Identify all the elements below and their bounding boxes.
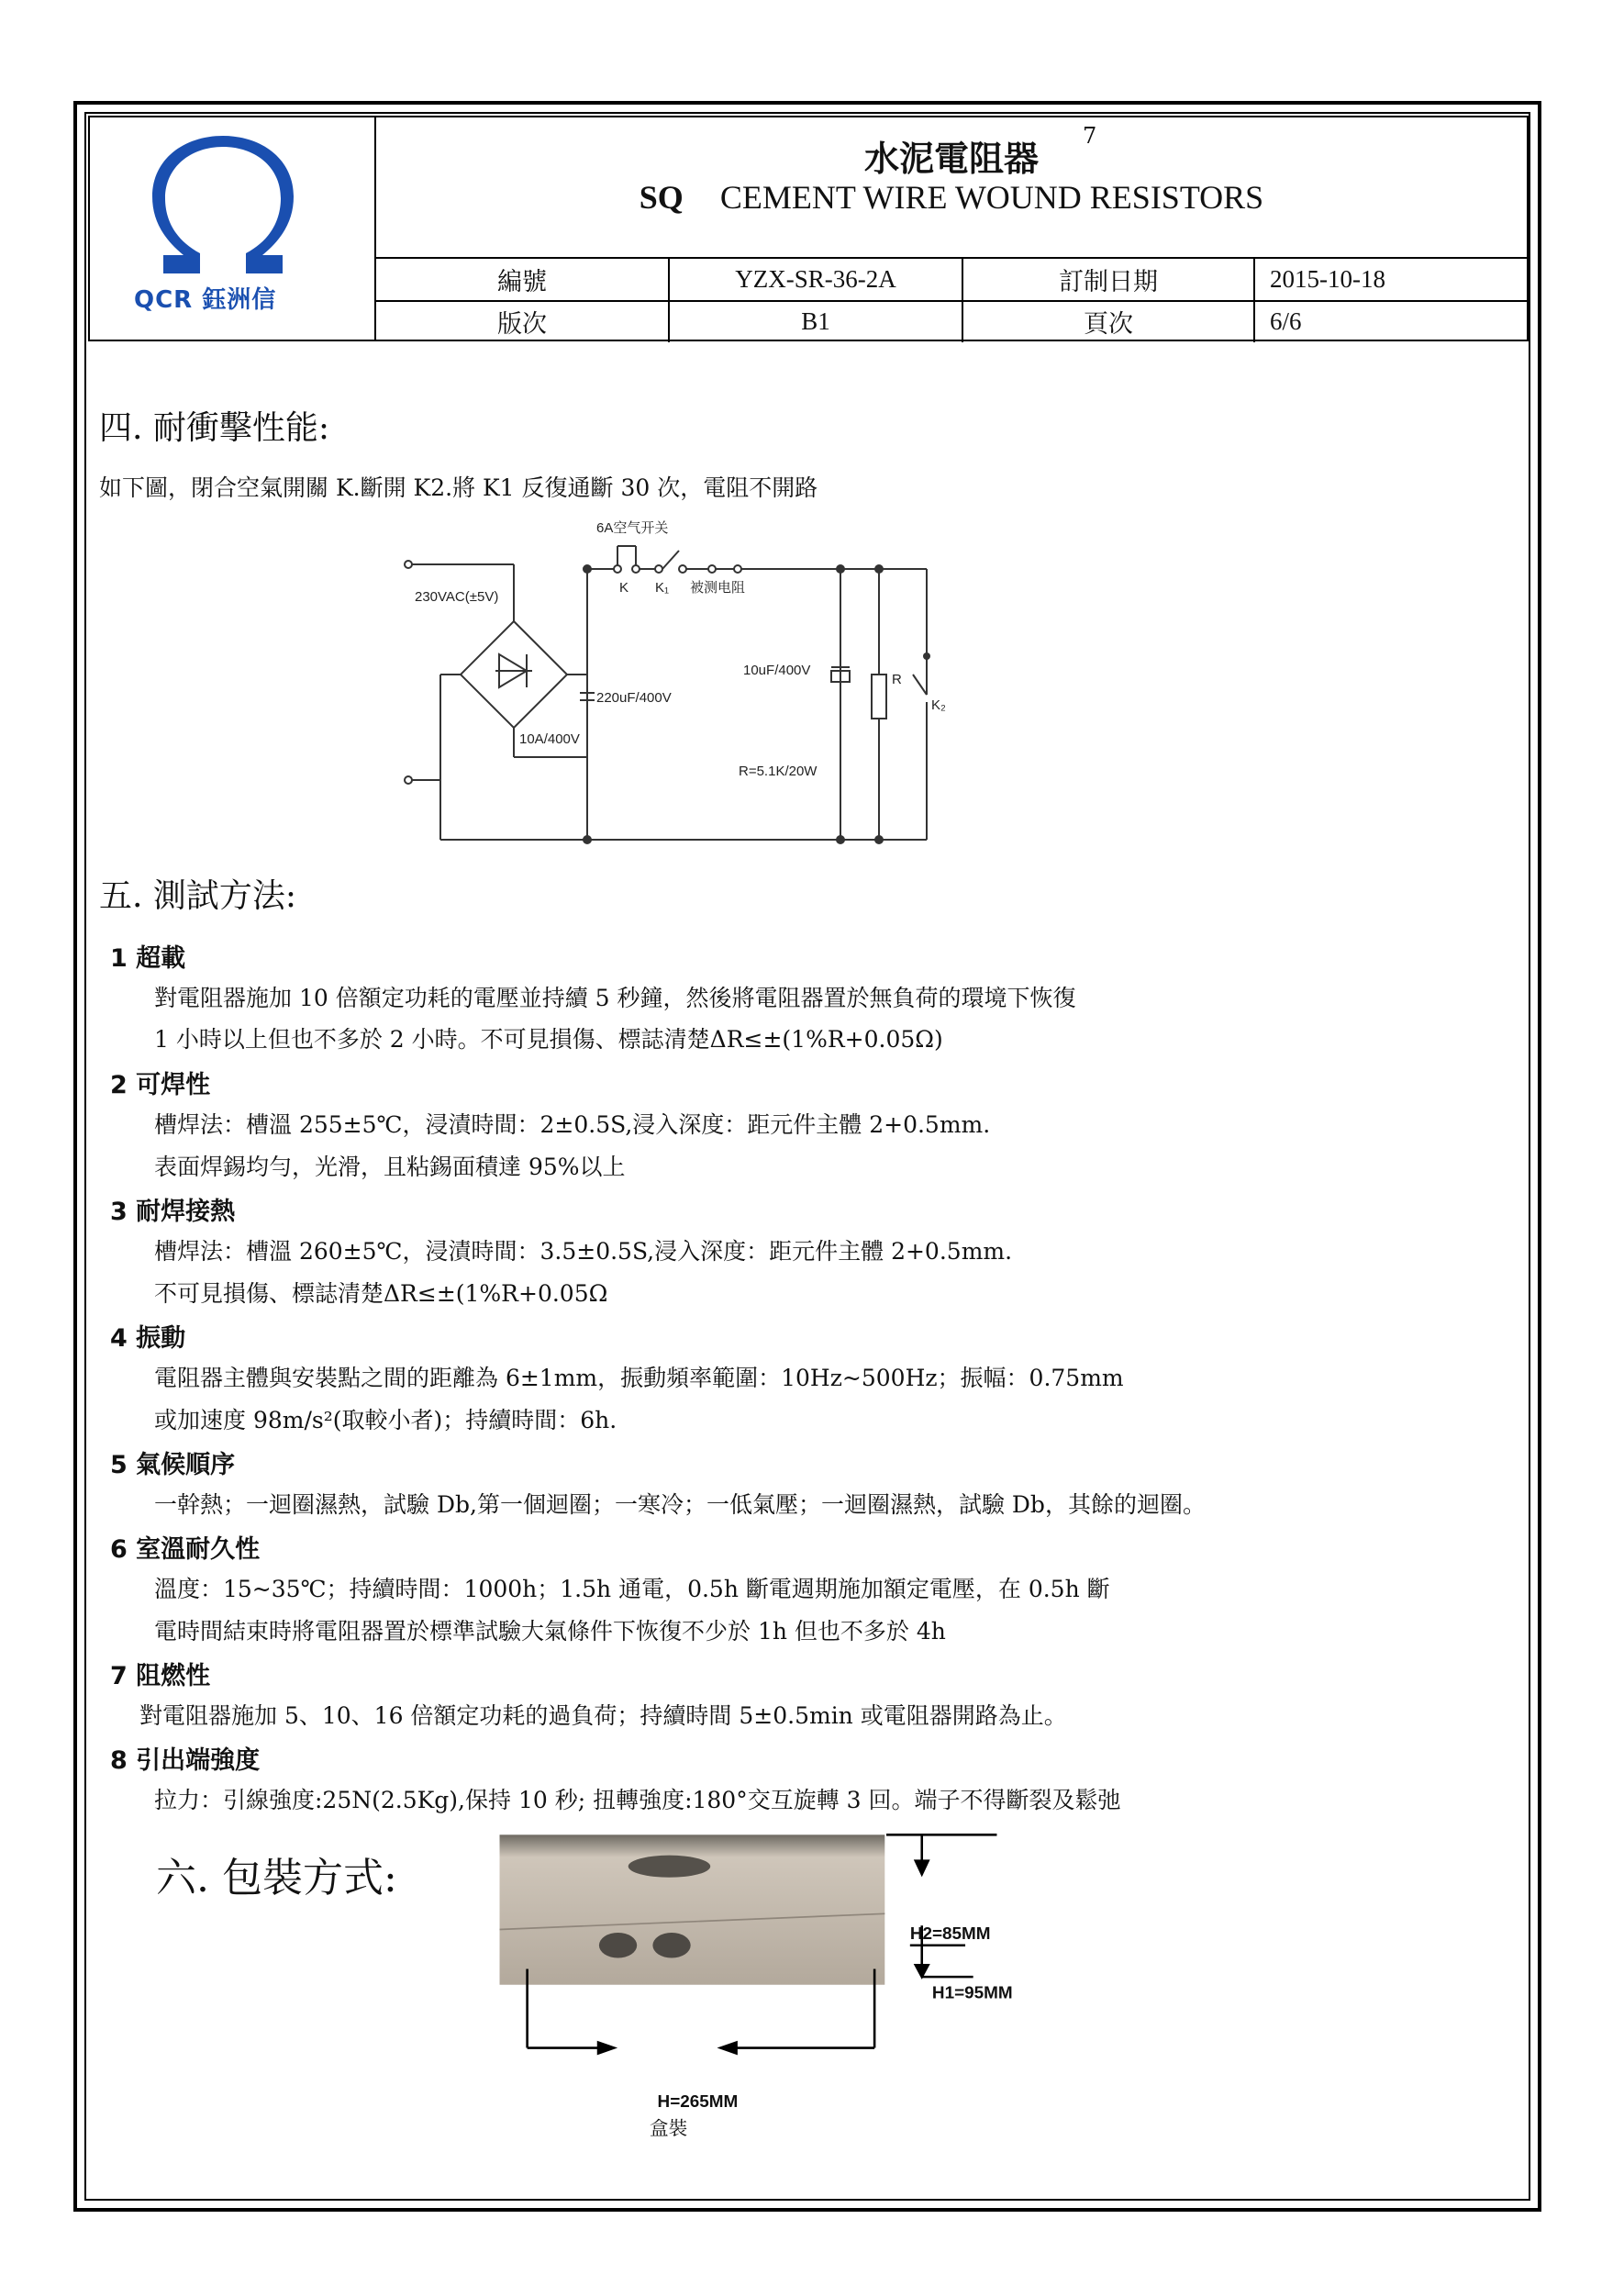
version-value: B1	[670, 301, 963, 342]
diagram-source-label: 230VAC(±5V)	[415, 589, 499, 605]
test-item-title: 2 可焊性	[110, 1071, 211, 1099]
section5-title: 五. 測試方法:	[99, 877, 297, 915]
document-title-cn: 水泥電阻器	[863, 138, 1039, 179]
test-item-title: 5 氣候順序	[110, 1451, 236, 1479]
diagram-r-value-label: R=5.1K/20W	[739, 764, 818, 779]
diagram-k1-label: K₁	[655, 580, 670, 596]
title-en-text: CEMENT WIRE WOUND RESISTORS	[719, 179, 1264, 216]
diagram-cap2-label: 10uF/400V	[743, 663, 811, 678]
diagram-r-label: R	[892, 672, 902, 687]
meta-row-1	[376, 259, 1527, 302]
title-cell	[376, 117, 1527, 259]
impact-test-circuit-diagram	[349, 408, 954, 849]
label-version: 版次	[376, 301, 670, 342]
packaging-box-figure	[477, 1831, 1138, 2198]
page-value: 6/6	[1270, 307, 1302, 335]
test-item-line: 溫度：15~35℃；持續時間：1000h；1.5h 通電，0.5h 斷電週期施加額定電壓，在 0.5h 斷	[154, 1576, 1110, 1602]
packaging-caption: 盒裝	[649, 2117, 688, 2140]
test-item-line: 對電阻器施加 10 倍額定功耗的電壓並持續 5 秒鐘，然後將電阻器置於無負荷的環境下恢復	[154, 985, 1076, 1011]
page-number-top: 7	[1083, 123, 1097, 149]
date-value: 2015-10-18	[1270, 265, 1385, 293]
test-item-line: 槽焊法：槽溫 260±5℃，浸漬時間：3.5±0.5S,浸入深度：距元件主體 2+0.5mm.	[154, 1238, 1013, 1265]
test-item-title: 7 阻燃性	[110, 1662, 211, 1690]
diagram-diode-label: 10A/400V	[519, 731, 580, 747]
diagram-dut-label: 被测电阻	[690, 580, 746, 596]
section4-description: 如下圖，閉合空氣開關 K.斷開 K2.將 K1 反復通斷 30 次，電阻不開路	[99, 474, 818, 501]
test-item-line: 拉力：引線強度:25N(2.5Kg),保持 10 秒; 扭轉強度:180°交互旋轉 3 回。端子不得斷裂及鬆弛	[154, 1787, 1121, 1813]
document-title-en	[376, 178, 1527, 217]
test-item-line: 表面焊錫均勻，光滑，且粘錫面積達 95%以上	[154, 1154, 626, 1180]
label-page: 頁次	[963, 301, 1255, 342]
dim-h1-label: H1=95MM	[931, 1983, 1013, 2003]
box-side-hole-right	[652, 1933, 690, 1958]
test-item-line: 或加速度 98m/s²(取較小者)；持續時間：6h.	[154, 1407, 617, 1433]
box-top-hole	[628, 1856, 710, 1878]
diagram-k2-label: K₂	[931, 697, 946, 713]
meta-row-2	[376, 301, 1527, 342]
test-item-line: 1 小時以上但也不多於 2 小時。不可見損傷、標誌清楚ΔR≤±(1%R+0.05Ω)	[154, 1026, 943, 1053]
doc-no-value: YZX-SR-36-2A	[670, 259, 963, 300]
diagram-switch-label: 6A空气开关	[596, 520, 669, 536]
section6-title: 六. 包裝方式:	[156, 1855, 397, 1901]
dim-h-label: H=265MM	[657, 2092, 739, 2113]
dim-h2-label: H2=85MM	[909, 1924, 991, 1944]
test-item-title: 8 引出端強度	[110, 1746, 261, 1775]
test-item-line: 一幹熱；一迴圈濕熱，試驗 Db,第一個迴圈；一寒冷；一低氣壓；一迴圈濕熱，試驗 Db，其餘的迴圈。	[154, 1491, 1206, 1518]
test-item-title: 4 振動	[110, 1324, 186, 1353]
section4-title: 四. 耐衝擊性能:	[99, 409, 330, 447]
test-item-line: 電時間結束時將電阻器置於標準試驗大氣條件下恢復不少於 1h 但也不多於 4h	[154, 1618, 946, 1645]
title-prefix: SQ	[639, 179, 684, 216]
test-item-line: 電阻器主體與安裝點之間的距離為 6±1mm，振動頻率範圍：10Hz~500Hz；振幅：0.75mm	[154, 1365, 1124, 1391]
diagram-cap1-label: 220uF/400V	[596, 690, 672, 706]
test-item-line: 不可見損傷、標誌清楚ΔR≤±(1%R+0.05Ω	[154, 1280, 608, 1307]
box-side-hole-left	[599, 1933, 637, 1958]
document-header	[88, 116, 1529, 341]
omega-logo-icon	[145, 136, 301, 283]
test-item-title: 6 室溫耐久性	[110, 1535, 261, 1564]
diagram-k-label: K	[619, 580, 629, 596]
test-item-line: 槽焊法：槽溫 255±5℃，浸漬時間：2±0.5S,浸入深度：距元件主體 2+0.5mm.	[154, 1111, 991, 1138]
test-item-line: 對電阻器施加 5、10、16 倍額定功耗的過負荷；持續時間 5±0.5min 或電阻器開路為止。	[139, 1702, 1067, 1729]
test-item-title: 3 耐焊接熱	[110, 1198, 236, 1226]
logo-cell	[90, 117, 376, 340]
test-item-title: 1 超載	[110, 944, 186, 973]
logo-text: QCR 鈺洲信	[134, 286, 277, 314]
label-date: 訂制日期	[963, 259, 1255, 300]
label-doc-no: 編號	[376, 259, 670, 300]
